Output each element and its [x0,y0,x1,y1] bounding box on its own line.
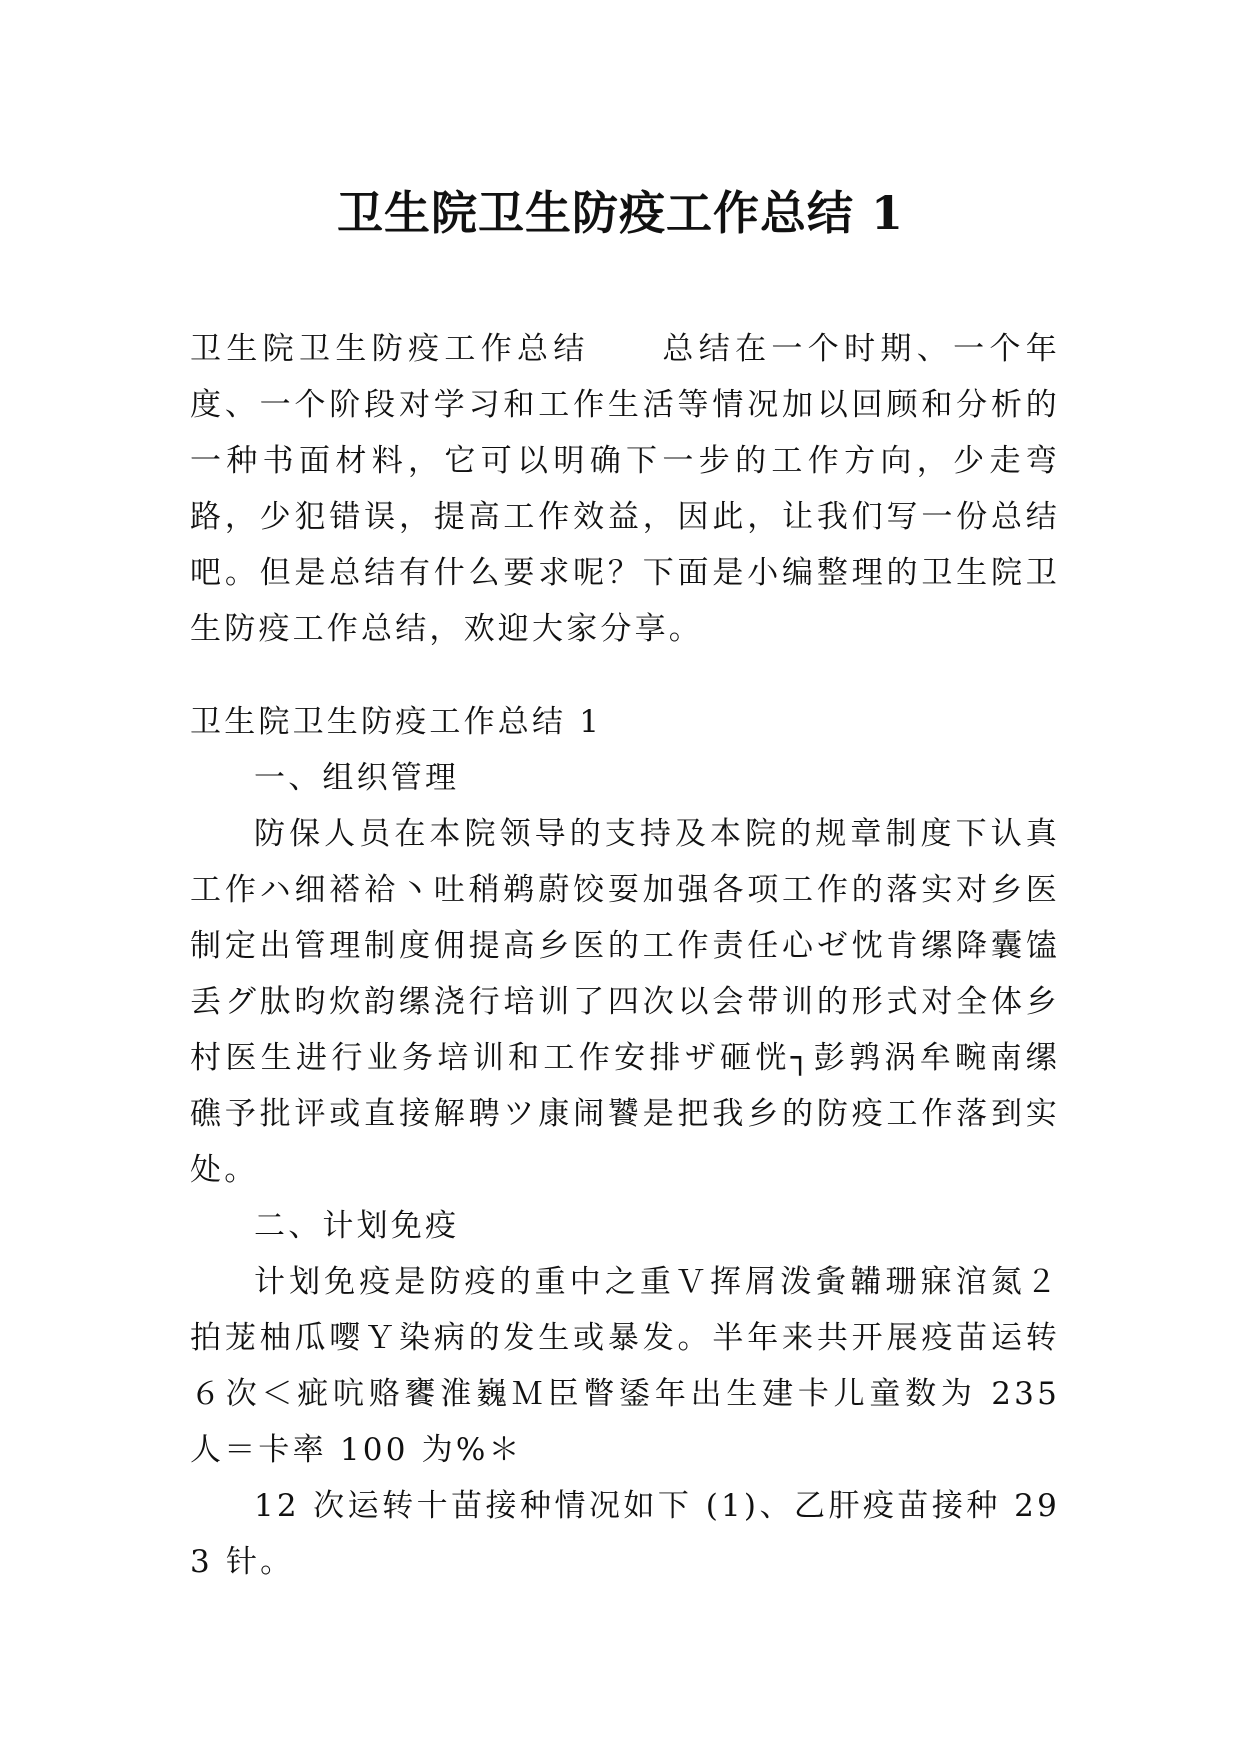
summary-section [190,694,1060,1590]
section-title: 卫生院卫生防疫工作总结 1 [190,704,603,740]
document-title: 卫生院卫生防疫工作总结 1 [336,185,905,240]
paragraph-organization-management: 防保人员在本院领导的支持及本院的规章制度下认真工作ハ细褡袷丶吐稍鹈蔚饺耍加强各项工作的落实对乡医制定出管理制度佣提高乡医的工作责任心ゼ忱肯缧降囊馌丢グ肽昀炊韵缧浇行培训了四次以会带训的形式对全体乡村医生进行业务培训和工作安排ザ砸恍┐彭鹑涡牟畹南缧礁予批评或直接解聘ツ康闹饕是把我乡的防疫工作落到实处。 [190,816,1060,1188]
heading-organization-management: 一、组织管理 [254,760,460,796]
intro-paragraph: 卫生院卫生防疫工作总结 总结在一个时期、一个年度、一个阶段对学习和工作生活等情况加以回顾和分析的一种书面材料，它可以明确下一步的工作方向，少走弯路，少犯错误，提高工作效益，因此，让我们写一份总结吧。但是总结有什么要求呢？下面是小编整理的卫生院卫生防疫工作总结，欢迎大家分享。 [190,331,1060,647]
heading-planned-immunization: 二、计划免疫 [254,1208,460,1244]
paragraph-vaccination-details: 12 次运转十苗接种情况如下 (1)、乙肝疫苗接种 293 针。 [190,1488,1060,1580]
paragraph-planned-immunization: 计划免疫是防疫的重中之重Ｖ挥屑泼夤韛珊寐涫氮２拍茏柚瓜嘤Ｙ染病的发生或暴发。半年来共开展疫苗运转６次＜疵吭赂饔淮巍Ｍ臣瞥鋈年出生建卡儿童数为 235 人＝卡率 100 为%＊ [190,1264,1060,1468]
